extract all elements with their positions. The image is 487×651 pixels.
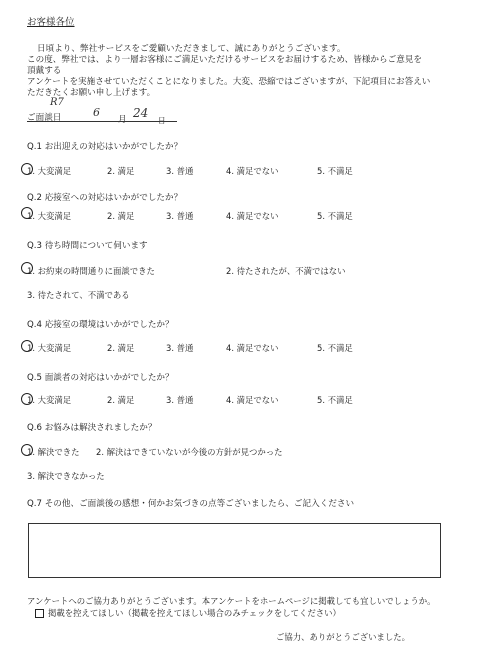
question-6: Q.6 お悩みは解決されましたか？ [27,423,157,433]
q5-option-3[interactable]: 3. 普通 [166,395,194,405]
intro-line-5: ただきたくお願い申し上げます。 [27,88,156,98]
intro-line-4: アンケートを実施させていただくことになりました。大変、恐縮ではございますが、下記項目にお答えい [27,77,431,87]
thanks-text: ご協力、ありがとうございました。 [276,632,410,642]
question-1: Q.1 お出迎えの対応はいかがでしたか？ [27,142,183,152]
question-3: Q.3 待ち時間について伺います [27,241,148,251]
q3-option-2[interactable]: 2. 待たされたが、不満ではない [226,266,346,276]
date-day: 24 [133,106,149,120]
q2-option-2[interactable]: 2. 満足 [107,211,135,221]
q1-option-4[interactable]: 4. 満足でない [226,166,279,176]
q5-option-5[interactable]: 5. 不満足 [317,395,353,405]
date-month-unit: 月 [118,115,127,125]
question-5: Q.5 面談者の対応はいかがでしたか？ [27,373,174,383]
date-day-unit: 日 [158,116,166,125]
page-title: お客様各位 [27,17,75,28]
q2-option-4[interactable]: 4. 満足でない [226,211,279,221]
date-month: 6 [93,106,100,119]
q2-option-3[interactable]: 3. 普通 [166,211,194,221]
date-label: ご面談日 [27,113,62,123]
q2-option-1[interactable]: 1. 大変満足 [27,211,72,221]
date-underline [27,121,177,122]
question-2: Q.2 応接室への対応はいかがでしたか？ [27,193,183,203]
question-4: Q.4 応接室の環境はいかがでしたか？ [27,320,174,330]
q6-option-1[interactable]: 1. 解決できた [27,447,80,457]
q3-option-1[interactable]: 1. お約束の時間通りに面談できた [27,266,155,276]
q1-option-2[interactable]: 2. 満足 [107,166,135,176]
q4-option-2[interactable]: 2. 満足 [107,343,135,353]
q3-option-3[interactable]: 3. 待たされて、不満である [27,290,130,300]
q4-option-3[interactable]: 3. 普通 [166,343,194,353]
no-publish-checkbox[interactable] [35,609,44,618]
checkbox-label: 掲載を控えてほしい（掲載を控えてほしい場合のみチェックをしてください） [48,608,341,618]
intro-line-3: 頂戴する [27,66,62,76]
q5-option-4[interactable]: 4. 満足でない [226,395,279,405]
q1-option-1[interactable]: 1. 大変満足 [27,166,72,176]
q1-option-5[interactable]: 5. 不満足 [317,166,353,176]
q6-option-3[interactable]: 3. 解決できなかった [27,471,105,481]
q6-option-2[interactable]: 2. 解決はできていないが今後の方針が見つかった [96,447,283,457]
q4-option-4[interactable]: 4. 満足でない [226,343,279,353]
intro-line-2: この度、弊社では、より一層お客様にご満足いただけるサービスをお届けするため、皆様からご意見を [27,55,422,65]
footer-consent-question: アンケートへのご協力ありがとうございます。本アンケートをホームページに掲載しても宜しいでしょうか。 [27,596,436,606]
q4-option-1[interactable]: 1. 大変満足 [27,343,72,353]
q4-option-5[interactable]: 5. 不満足 [317,343,353,353]
date-era: R7 [50,97,64,108]
q1-option-3[interactable]: 3. 普通 [166,166,194,176]
q5-option-1[interactable]: 1. 大変満足 [27,395,72,405]
comment-textarea[interactable] [28,523,441,578]
q5-option-2[interactable]: 2. 満足 [107,395,135,405]
q2-option-5[interactable]: 5. 不満足 [317,211,353,221]
question-7: Q.7 その他、ご面談後の感想・何かお気づきの点等ございましたら、ご記入ください [27,499,355,509]
intro-line-1: 日頃より、弊社サービスをご愛顧いただきまして、誠にありがとうございます。 [37,44,346,54]
